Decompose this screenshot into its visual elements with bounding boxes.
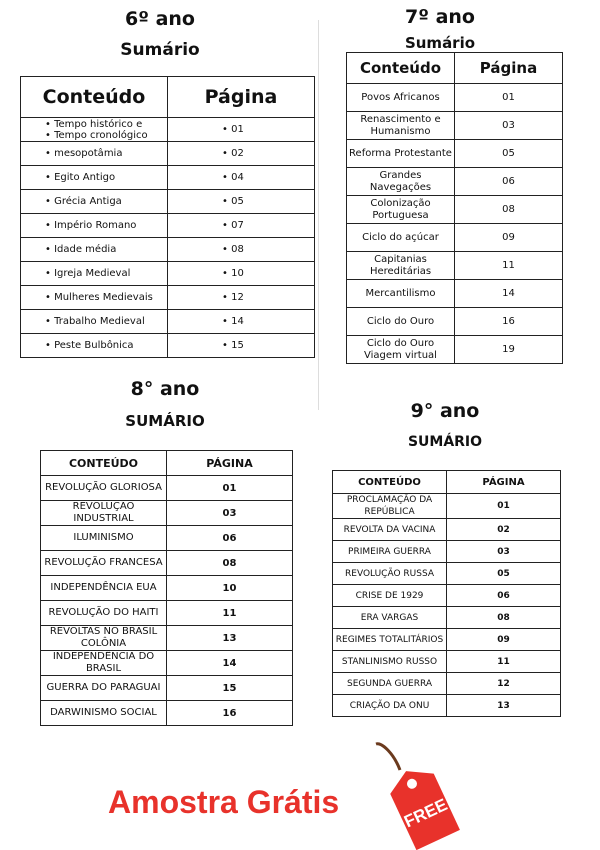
row-page: 06 [167,526,293,551]
row-topic: Ciclo do açúcar [347,224,455,252]
row-topic: • Tempo histórico e • Tempo cronológico [21,118,168,142]
row-topic: STANLINISMO RUSSO [333,651,447,673]
row-page: 03 [167,501,293,526]
row-page: 13 [167,626,293,651]
row-topic: Renascimento e Humanismo [347,112,455,140]
row-page: 19 [455,336,563,364]
grade-8-subtitle: SUMÁRIO [125,412,205,430]
row-topic: Colonização Portuguesa [347,196,455,224]
table-row [41,476,293,501]
row-page: 11 [167,601,293,626]
table-row [41,701,293,726]
row-page: • 05 [168,190,315,214]
row-page: 02 [447,519,561,541]
row-topic: PRIMEIRA GUERRA [333,541,447,563]
table-row [41,601,293,626]
table-row [21,262,315,286]
row-page: 03 [447,541,561,563]
row-topic: • Egito Antigo [21,166,168,190]
row-page: • 07 [168,214,315,238]
table-row [21,334,315,358]
row-page: 11 [455,252,563,280]
table-row [347,84,563,112]
row-topic: INDEPENDÊNCIA DO BRASIL [41,651,167,676]
row-page: • 12 [168,286,315,310]
free-tag-icon [372,740,462,850]
table-row [41,651,293,676]
table-row [333,563,561,585]
table-row [333,629,561,651]
row-topic: REVOLTAS NO BRASIL COLÔNIA [41,626,167,651]
table-row [347,224,563,252]
table-row [41,626,293,651]
divider [318,20,319,410]
grade-9-table [332,470,561,717]
free-tag-label: FREE [401,795,451,832]
col-content-header: Conteúdo [21,77,168,118]
row-page: 09 [455,224,563,252]
row-page: 08 [455,196,563,224]
table-row [347,112,563,140]
row-topic: DARWINISMO SOCIAL [41,701,167,726]
row-page: 14 [455,280,563,308]
table-row [21,190,315,214]
table-row [41,551,293,576]
row-page: 12 [447,673,561,695]
row-page: 08 [447,607,561,629]
row-topic: Mercantilismo [347,280,455,308]
row-page: 15 [167,676,293,701]
row-page: 13 [447,695,561,717]
table-row [21,166,315,190]
grade-6-title: 6º ano [125,8,195,30]
row-page: 16 [455,308,563,336]
table-row [347,336,563,364]
row-page: • 10 [168,262,315,286]
row-topic: REVOLUÇÃO FRANCESA [41,551,167,576]
row-topic: • Trabalho Medieval [21,310,168,334]
table-row [347,168,563,196]
row-page: • 14 [168,310,315,334]
row-page: 06 [447,585,561,607]
row-topic: • Igreja Medieval [21,262,168,286]
row-page: • 15 [168,334,315,358]
table-row [333,651,561,673]
row-page: • 02 [168,142,315,166]
row-topic: REVOLUÇÃO INDUSTRIAL [41,501,167,526]
row-topic: SEGUNDA GUERRA [333,673,447,695]
row-topic: Ciclo do Ouro [347,308,455,336]
row-topic: REVOLUÇÃO DO HAITI [41,601,167,626]
table-row [347,196,563,224]
row-topic: • Grécia Antiga [21,190,168,214]
row-page: 10 [167,576,293,601]
row-topic: GUERRA DO PARAGUAI [41,676,167,701]
table-row [333,541,561,563]
grade-9-title: 9° ano [410,400,480,422]
grade-7-title: 7º ano [405,6,475,28]
grade-6-table [20,76,315,358]
table-row [333,585,561,607]
row-page: 01 [455,84,563,112]
col-page-header: Página [168,77,315,118]
table-row [21,214,315,238]
table-row [41,576,293,601]
row-page: 16 [167,701,293,726]
col-content-header: CONTEÚDO [41,451,167,476]
row-page: 08 [167,551,293,576]
row-page: 06 [455,168,563,196]
table-row [347,140,563,168]
grade-8-table [40,450,293,726]
table-row [21,238,315,262]
row-page: 14 [167,651,293,676]
col-content-header: Conteúdo [347,53,455,84]
row-topic: Grandes Navegações [347,168,455,196]
table-row [347,308,563,336]
row-topic: CRISE DE 1929 [333,585,447,607]
row-topic: REVOLTA DA VACINA [333,519,447,541]
row-topic: CRIAÇÃO DA ONU [333,695,447,717]
table-row [347,252,563,280]
row-topic: • Idade média [21,238,168,262]
row-topic: • Mulheres Medievais [21,286,168,310]
grade-6-subtitle: Sumário [120,40,200,60]
row-page: • 04 [168,166,315,190]
row-topic: REVOLUÇÃO RUSSA [333,563,447,585]
col-page-header: PÁGINA [447,471,561,494]
table-row [333,494,561,519]
table-row [21,142,315,166]
row-page: 11 [447,651,561,673]
table-row [333,695,561,717]
row-page: 01 [447,494,561,519]
free-sample-text: Amostra Grátis [108,784,340,820]
row-page: 01 [167,476,293,501]
row-topic: Reforma Protestante [347,140,455,168]
grade-9-subtitle: SUMÁRIO [407,434,483,450]
row-topic: REVOLUÇÃO GLORIOSA [41,476,167,501]
row-page: 05 [447,563,561,585]
row-topic: Povos Africanos [347,84,455,112]
table-row [41,501,293,526]
row-page: 03 [455,112,563,140]
row-page: • 01 [168,118,315,142]
row-topic: ERA VARGAS [333,607,447,629]
row-topic: INDEPENDÊNCIA EUA [41,576,167,601]
row-topic: Ciclo do Ouro Viagem virtual [347,336,455,364]
row-topic: Capitanias Hereditárias [347,252,455,280]
col-content-header: CONTEÚDO [333,471,447,494]
row-topic: REGIMES TOTALITÁRIOS [333,629,447,651]
grade-7-table [346,52,563,364]
table-row [333,519,561,541]
table-row [21,310,315,334]
row-page: 05 [455,140,563,168]
row-topic: PROCLAMAÇÃO DA REPÚBLICA [333,494,447,519]
grade-8-title: 8° ano [130,378,200,400]
table-row [41,676,293,701]
row-page: • 08 [168,238,315,262]
row-topic: • mesopotâmia [21,142,168,166]
row-page: 09 [447,629,561,651]
grade-7-subtitle: Sumário [404,34,476,52]
col-page-header: PÁGINA [167,451,293,476]
row-topic: ILUMINISMO [41,526,167,551]
table-row [41,526,293,551]
table-row [21,286,315,310]
col-page-header: Página [455,53,563,84]
row-topic: • Império Romano [21,214,168,238]
table-row [21,118,315,142]
table-row [347,280,563,308]
row-topic: • Peste Bulbônica [21,334,168,358]
table-row [333,673,561,695]
table-row [333,607,561,629]
